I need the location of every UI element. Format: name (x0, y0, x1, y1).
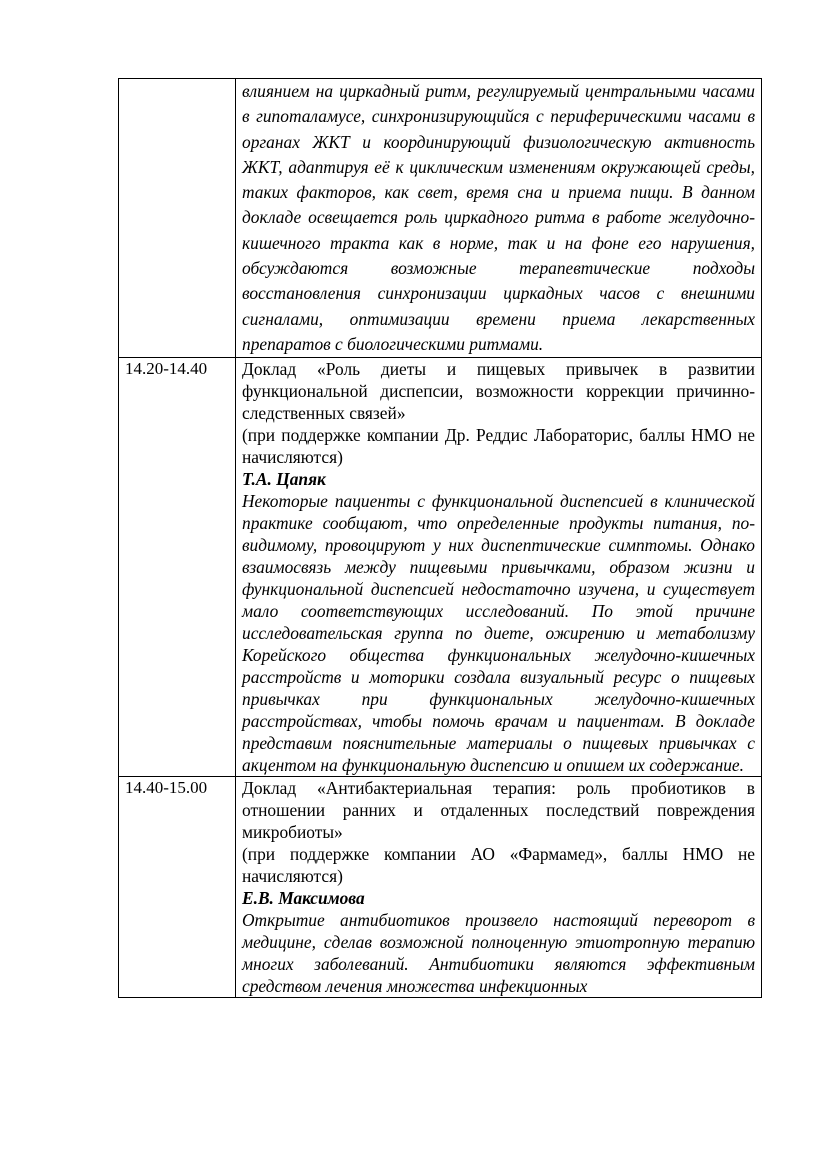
time-cell: 14.40-15.00 (119, 777, 236, 998)
content-cell (236, 777, 762, 998)
speaker-name: Е.В. Максимова (242, 888, 365, 909)
talk-support-note: (при поддержке компании АО «Фармамед», баллы НМО не начисляются) (242, 844, 755, 887)
program-table (118, 78, 762, 998)
talk-title: Доклад «Антибактериальная терапия: роль пробиотиков в отношении ранних и отдаленных последствий повреждения микробиоты» (242, 778, 755, 843)
talk-abstract: влиянием на циркадный ритм, регулируемый центральными часами в гипоталамусе, синхронизирующийся с периферическими часами в органах ЖКТ и координирующий физиологическую активность ЖКТ, адаптируя её к циклическим изменениям окружающей среды, таких факторов, как свет, время сна и приема пищи. В данном докладе освещается роль циркадного ритма в работе желудочно-кишечного тракта как в норме, так и на фоне его нарушения, обсуждаются возможные терапевтические подходы восстановления синхронизации циркадных часов с внешними сигналами, оптимизации времени приема лекарственных препаратов с биологическими ритмами. (242, 81, 755, 354)
talk-abstract: Некоторые пациенты с функциональной диспепсией в клинической практике сообщают, что определенные продукты питания, по-видимому, провоцируют у них диспептические симптомы. Однако взаимосвязь между пищевыми привычками, образом жизни и функциональной диспепсией недостаточно изучена, и существует мало соответствующих исследований. По этой причине исследовательская группа по диете, ожирению и метаболизму Корейского общества функциональных желудочно-кишечных расстройств и моторики создала визуальный ресурс о пищевых привычках при функциональных желудочно-кишечных расстройствах, чтобы помочь врачам и пациентам. В докладе представим пояснительные материалы о пищевых привычках с акцентом на функциональную диспепсию и опишем их содержание. (242, 491, 755, 776)
talk-support-note: (при поддержке компании Др. Реддис Лабораторис, баллы НМО не начисляются) (242, 425, 755, 468)
speaker-name: Т.А. Цапяк (242, 469, 326, 490)
table-row (119, 358, 762, 777)
content-cell (236, 358, 762, 777)
table-row (119, 79, 762, 358)
content-cell (236, 79, 762, 358)
time-cell (119, 79, 236, 358)
time-cell: 14.20-14.40 (119, 358, 236, 777)
talk-title: Доклад «Роль диеты и пищевых привычек в развитии функциональной диспепсии, возможности коррекции причинно-следственных связей» (242, 359, 755, 424)
talk-abstract: Открытие антибиотиков произвело настоящий переворот в медицине, сделав возможной полноценную этиотропную терапию многих заболеваний. Антибиотики являются эффективным средством лечения множества инфекционных (242, 910, 755, 997)
table-row (119, 777, 762, 998)
